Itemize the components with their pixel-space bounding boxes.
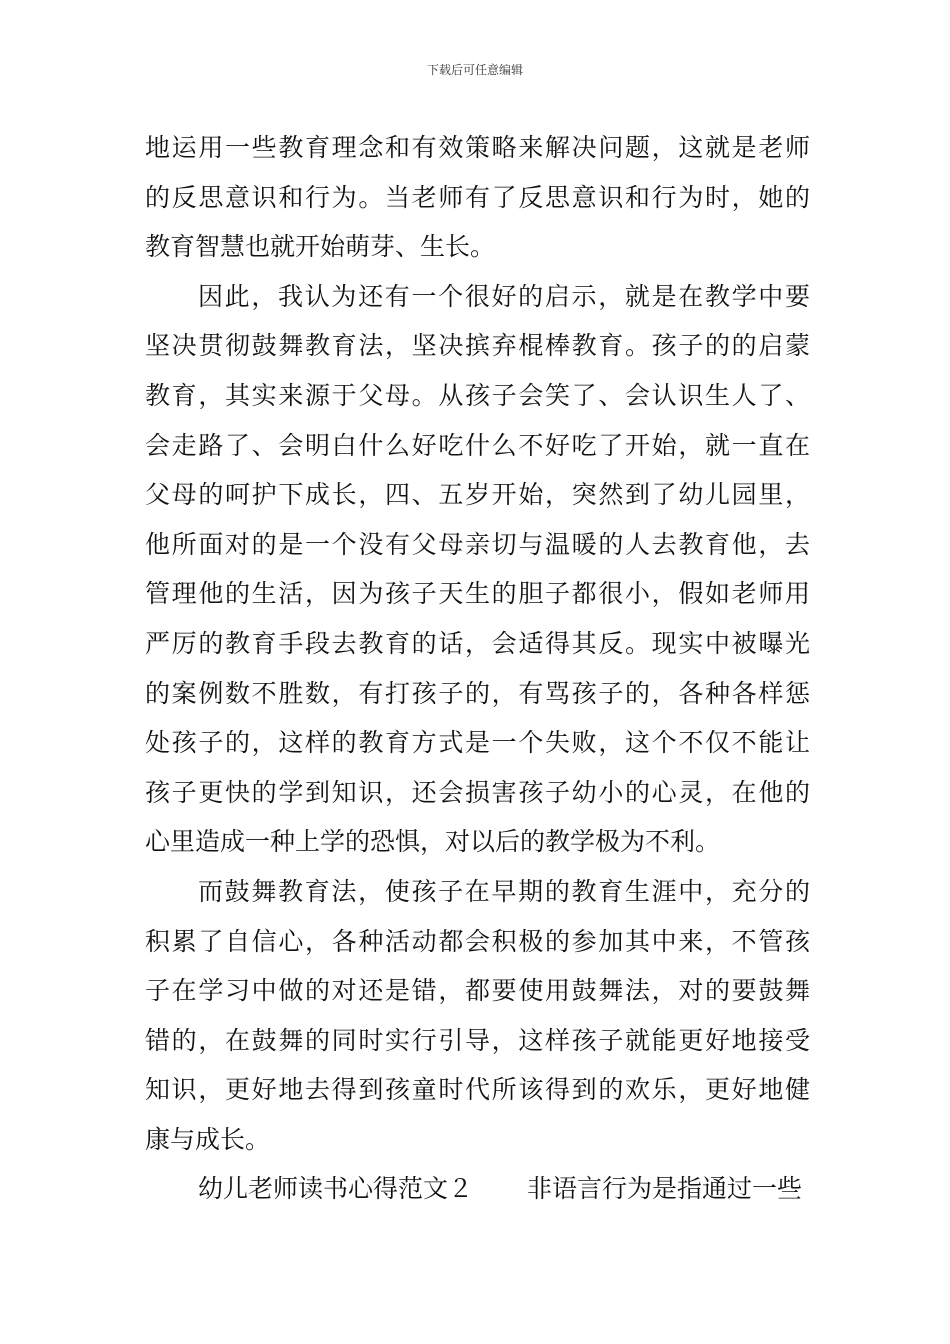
paragraph [145, 272, 810, 867]
text-line: 孩子更快的学到知识，还会损害孩子幼小的心灵，在他的 [145, 777, 810, 807]
section-heading-line [145, 1164, 810, 1214]
text-line: 因此，我认为还有一个很好的启示，就是在教学中要 [198, 281, 810, 311]
text-line: 地运用一些教育理念和有效策略来解决问题，这就是老师 [145, 133, 810, 162]
text-line: 他所面对的是一个没有父母亲切与温暖的人去教育他，去 [145, 529, 810, 559]
text-line: 的反思意识和行为。当老师有了反思意识和行为时，她的 [145, 182, 810, 212]
paragraph [145, 123, 810, 272]
text-line: 管理他的生活，因为孩子天生的胆子都很小，假如老师用 [145, 579, 810, 609]
section-title: 幼儿老师读书心得范文２ [198, 1174, 474, 1204]
text-line: 教育智慧也就开始萌芽、生长。 [145, 232, 496, 262]
text-line: 心里造成一种上学的恐惧，对以后的教学极为不利。 [145, 827, 721, 857]
text-line: 错的，在鼓舞的同时实行引导，这样孩子就能更好地接受 [145, 1025, 810, 1055]
text-line: 坚决贯彻鼓舞教育法，坚决摈弃棍棒教育。孩子的的启蒙 [145, 331, 810, 361]
text-line: 会走路了、会明白什么好吃什么不好吃了开始，就一直在 [145, 430, 810, 460]
text-line: 子在学习中做的对还是错，都要使用鼓舞法，对的要鼓舞 [145, 976, 810, 1006]
text-line: 处孩子的，这样的教育方式是一个失败，这个不仅不能让 [145, 728, 810, 758]
text-line: 父母的呵护下成长，四、五岁开始，突然到了幼儿园里， [145, 480, 810, 510]
document-body [145, 123, 810, 1214]
text-line: 知识，更好地去得到孩童时代所该得到的欢乐，更好地健 [145, 1075, 810, 1105]
text-line: 积累了自信心，各种活动都会积极的参加其中来，不管孩 [145, 926, 810, 956]
text-line: 康与成长。 [145, 1124, 271, 1154]
section-lead-text: 非语言行为是指通过一些 [527, 1174, 803, 1204]
text-line: 而鼓舞教育法，使孩子在早期的教育生涯中，充分的 [198, 876, 810, 906]
page-header: 下载后可任意编辑 [426, 63, 523, 77]
text-line: 教育，其实来源于父母。从孩子会笑了、会认识生人了、 [145, 380, 810, 410]
paragraph [145, 867, 810, 1165]
text-line: 严厉的教育手段去教育的话，会适得其反。现实中被曝光 [145, 628, 810, 658]
text-line: 的案例数不胜数，有打孩子的，有骂孩子的，各种各样惩 [145, 678, 810, 708]
